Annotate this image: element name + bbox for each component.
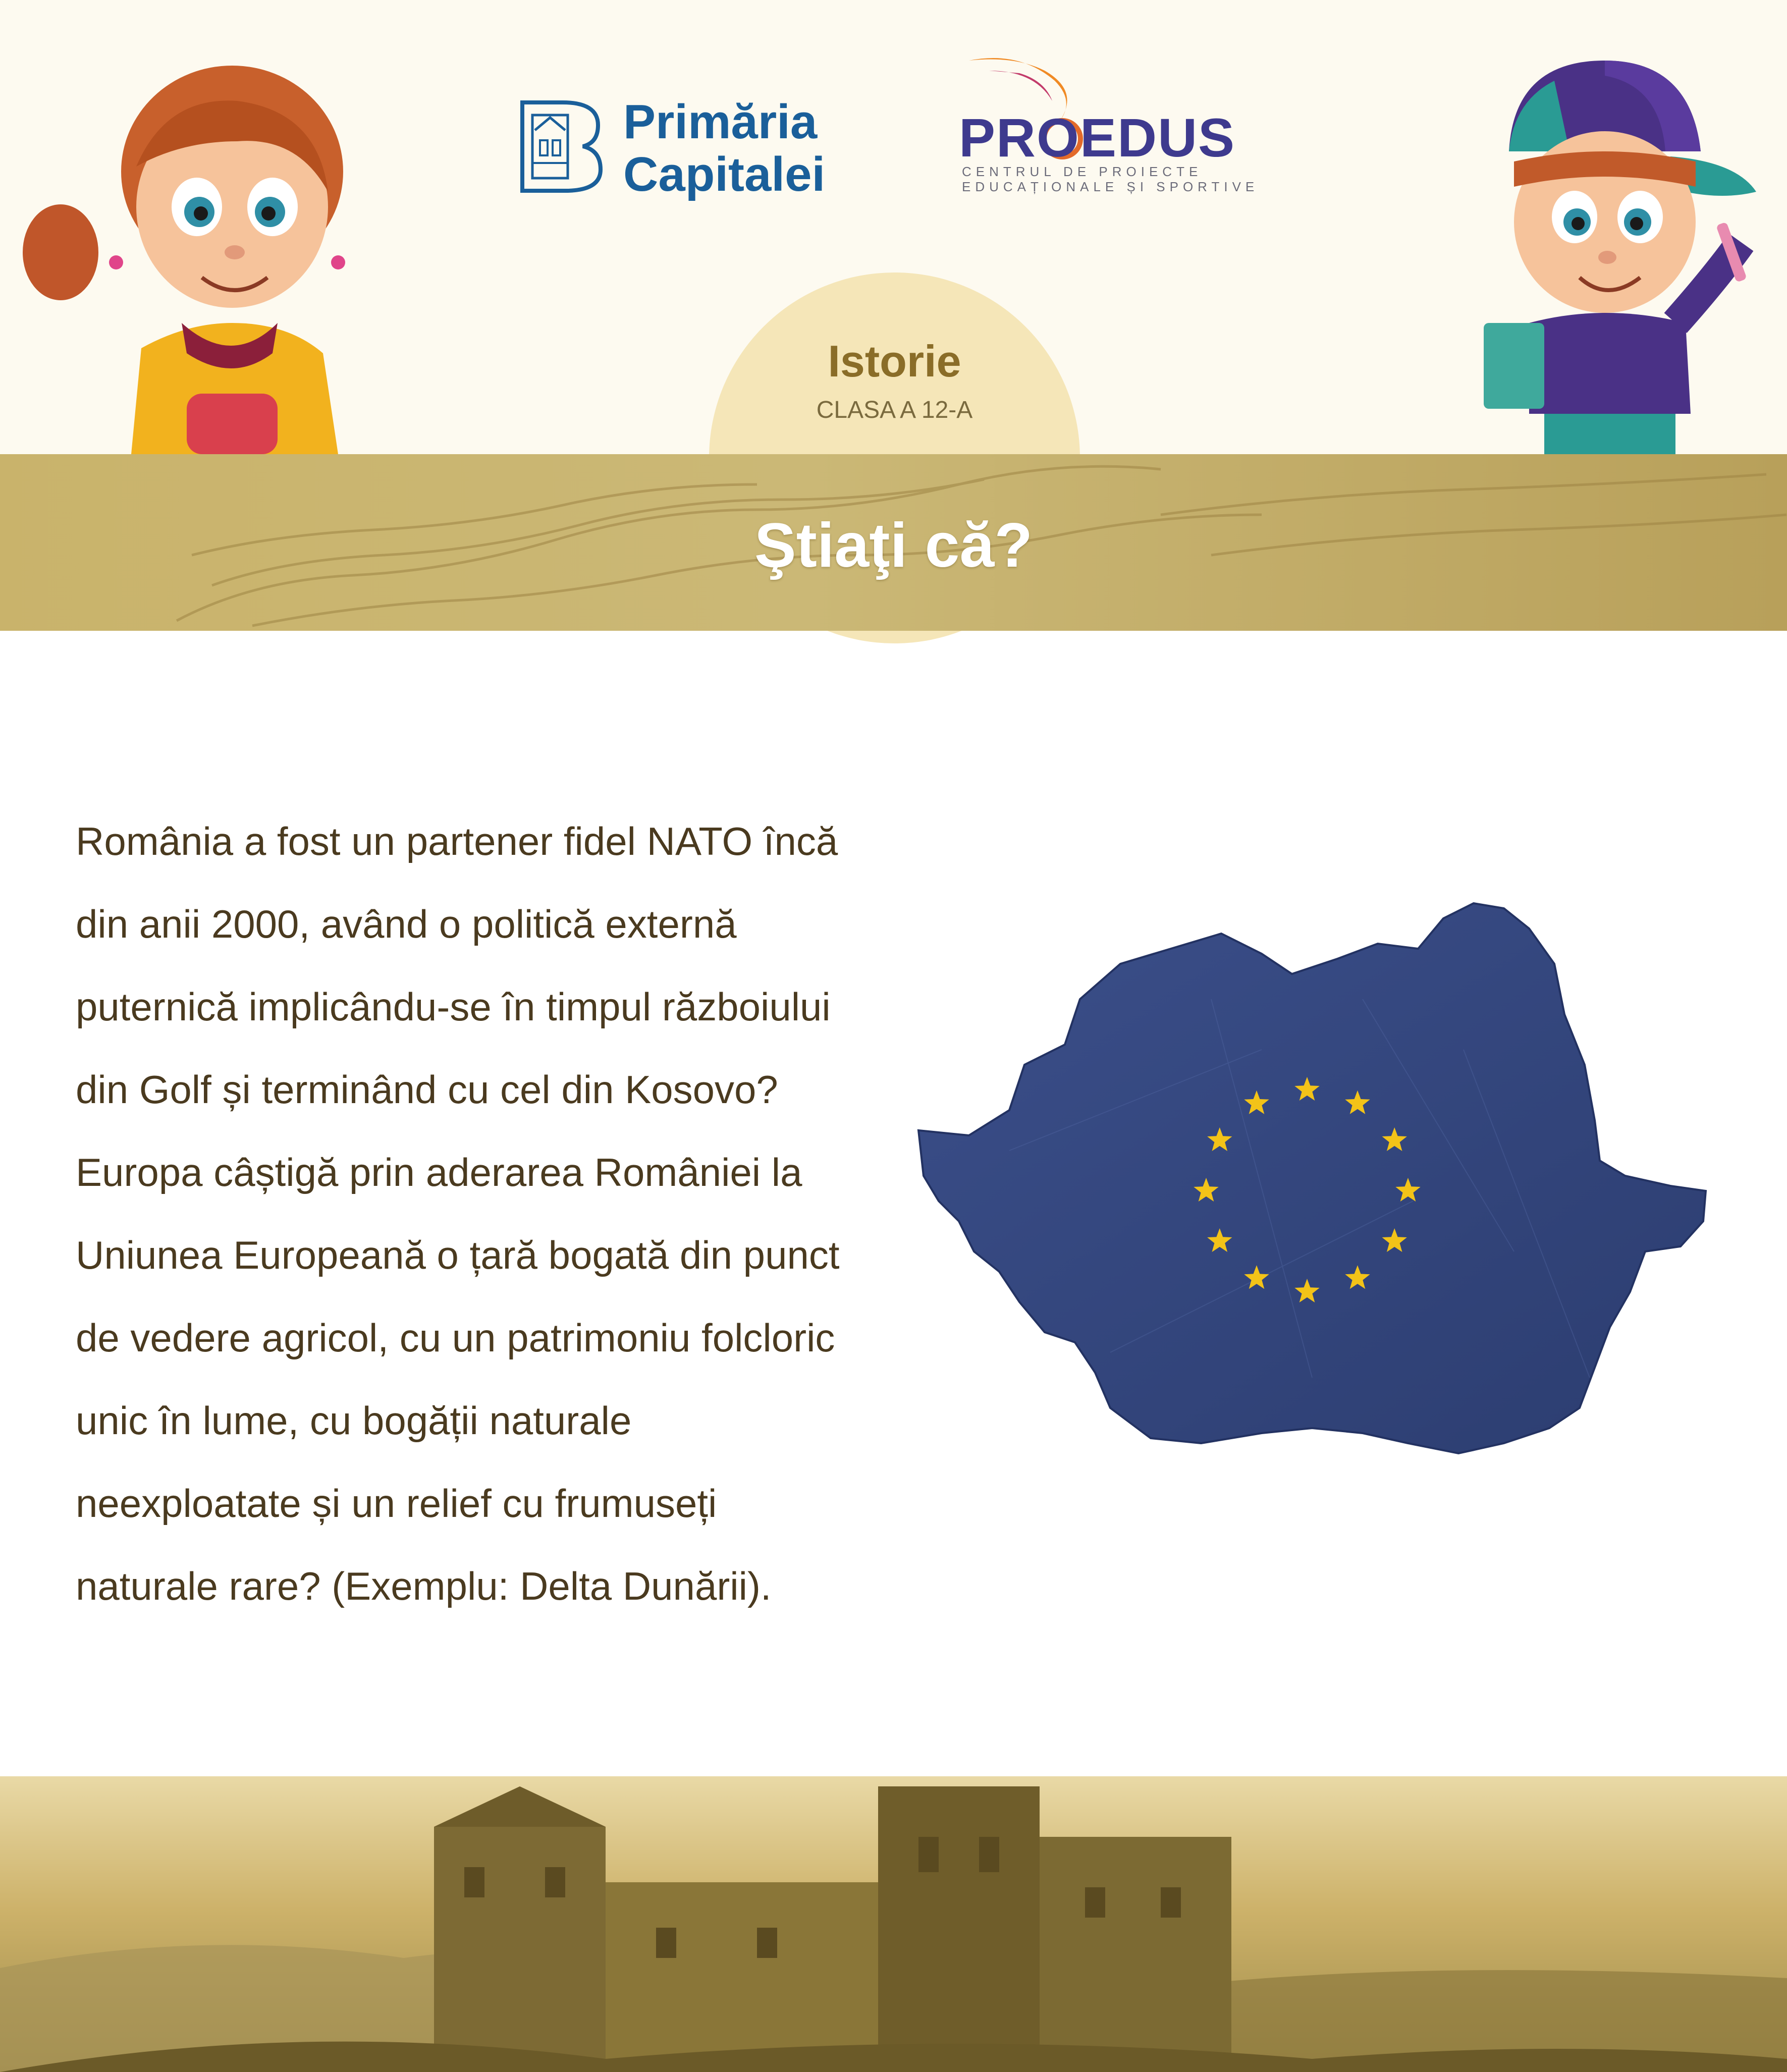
paragraph-line: Europa câștigă prin aderarea României la <box>76 1150 802 1194</box>
proedus-wordmark: PROEDUS <box>959 107 1236 168</box>
title-banner <box>0 454 1787 631</box>
proedus-logo <box>959 50 1262 197</box>
proedus-tagline-line2: EDUCAȚIONALE ȘI SPORTIVE <box>962 179 1259 194</box>
paragraph-line: unic în lume, cu bogății naturale <box>76 1398 632 1443</box>
subject-grade: CLASA A 12-A <box>816 397 973 423</box>
fact-paragraph <box>76 800 934 1627</box>
boy-mascot-icon <box>1453 40 1766 454</box>
primaria-line2: Capitalei <box>623 147 826 201</box>
paragraph-line: de vedere agricol, cu un patrimoniu folcloric <box>76 1316 835 1360</box>
page-header <box>0 0 1787 454</box>
primaria-line1: Primăria <box>623 95 818 149</box>
primaria-b-icon <box>517 100 603 193</box>
primaria-capitalei-wordmark <box>623 96 825 201</box>
paragraph-line: din anii 2000, având o politică externă <box>76 902 737 946</box>
subject-title: Istorie <box>828 336 961 386</box>
romania-eu-map-icon <box>908 898 1716 1474</box>
castle-scene-icon <box>0 1776 1787 2072</box>
proedus-tagline <box>962 164 1265 194</box>
proedus-tagline-line1: CENTRUL DE PROIECTE <box>962 164 1203 179</box>
paragraph-line: puternică implicându-se în timpul războiului <box>76 985 831 1029</box>
paragraph-line: din Golf și terminând cu cel din Kosovo? <box>76 1067 778 1112</box>
banner-title: Ştiaţi că? <box>754 511 1033 580</box>
paragraph-line: naturale rare? (Exemplu: Delta Dunării). <box>76 1564 772 1608</box>
paragraph-line: Uniunea Europeană o țară bogată din punct <box>76 1233 840 1277</box>
castle-footer <box>0 1776 1787 2072</box>
paragraph-line: România a fost un partener fidel NATO încă <box>76 819 838 863</box>
girl-mascot-icon <box>15 40 368 454</box>
paragraph-line: neexploatate și un relief cu frumuseți <box>76 1481 717 1525</box>
primaria-capitalei-logo <box>517 96 850 202</box>
